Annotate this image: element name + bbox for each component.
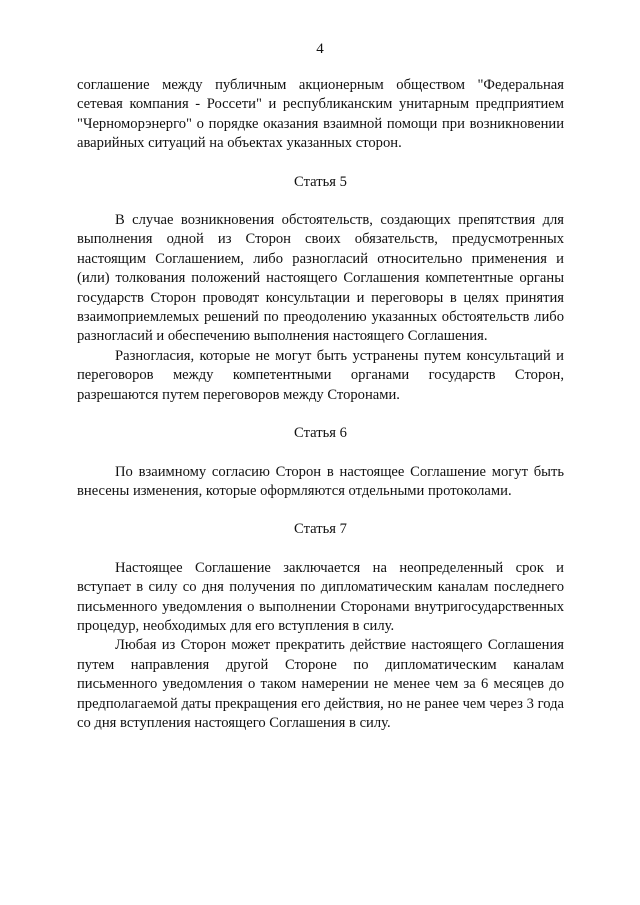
article-7-heading: Статья 7 [294,521,347,538]
article-6-paragraph-1: По взаимному согласию Сторон в настоящее Соглашение могут быть внесены изменения, которые оформляются отдельными протоколами. [77,463,564,499]
article-7-paragraph-2: Любая из Сторон может прекратить действие настоящего Соглашения путем направления другой Стороне по дипломатическим каналам письменного уведомления о таком намерении не менее чем за 6 месяцев до предполагаемой даты прекращения его действия, но не ранее чем через 3 года со дня вступления настоящего Соглашения в силу. [77,637,564,731]
article-7-paragraph-1: Настоящее Соглашение заключается на неопределенный срок и вступает в силу со дня получения по дипломатическим каналам последнего письменного уведомления о выполнении Сторонами внутригосударственных процедур, необходимых для его вступления в силу. [77,559,564,634]
page-number: 4 [316,41,324,57]
article-6-body [77,463,564,502]
article-5-paragraph-1: В случае возникновения обстоятельств, создающих препятствия для выполнения одной из Сторон своих обязательств, предусмотренных настоящим Соглашением, либо разногласий относительно применения и (или) толкования положений настоящего Соглашения компетентные органы государств Сторон проводят консультации и переговоры в целях принятия взаимоприемлемых решений по преодолению указанных обстоятельств либо разногласий и обеспечению выполнения настоящего Соглашения. [77,212,564,345]
article-5-heading: Статья 5 [294,173,347,190]
intro-paragraph: соглашение между публичным акционерным обществом "Федеральная сетевая компания - Россети" и республиканским унитарным предприятием "Черноморэнерго" о порядке оказания взаимной помощи при возникновении аварийных ситуаций на объектах указанных сторон. [77,77,564,152]
article-5-body [77,211,564,405]
document-body [77,76,564,733]
article-5-paragraph-2: Разногласия, которые не могут быть устранены путем консультаций и переговоров между компетентными органами государств Сторон, разрешаются путем переговоров между Сторонами. [77,347,564,403]
article-7-body [77,559,564,734]
article-6-heading: Статья 6 [294,425,347,442]
